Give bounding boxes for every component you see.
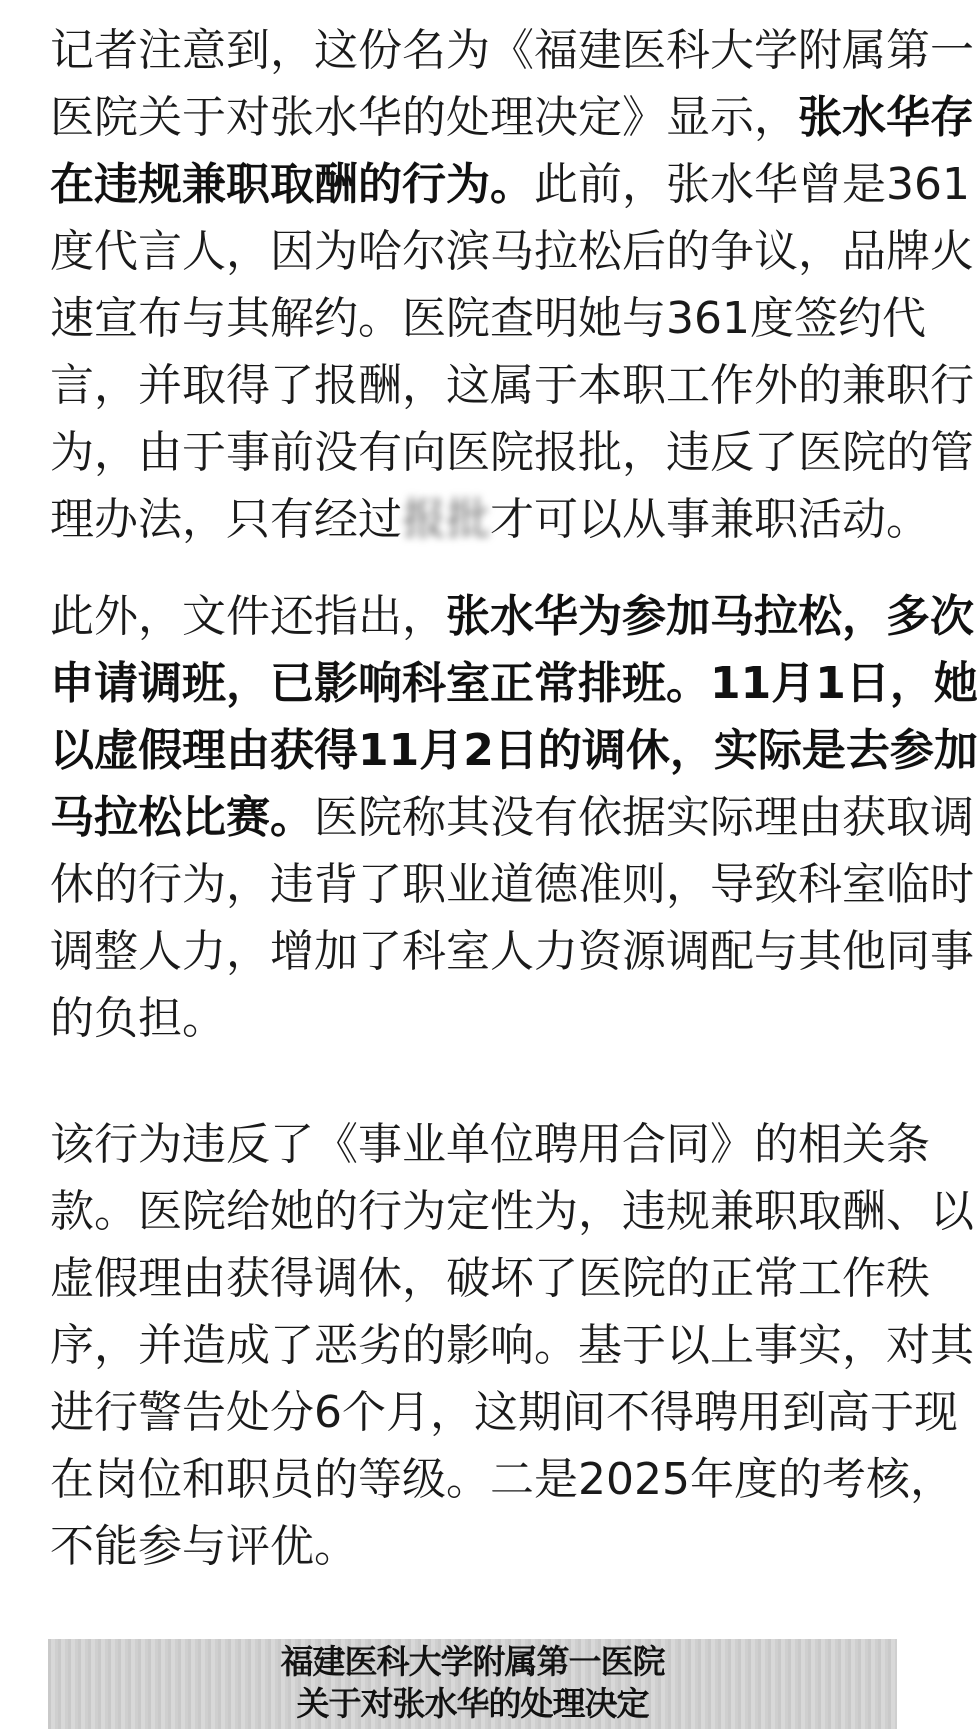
text-line [50,486,930,553]
bold-text: 马拉松比赛。 [50,792,314,843]
text-segment: 医院关于对张水华的处理决定》显示， [50,92,798,143]
text-segment: 虚假理由获得调休，破坏了医院的正常工作秩 [50,1253,930,1304]
text-segment: 速宣布与其解约。医院查明她与361度签约代 [50,293,926,344]
text-segment: 为，由于事前没有向医院报批，违反了医院的管 [50,427,974,478]
text-line [50,17,974,84]
text-segment: 的负担。 [50,993,226,1044]
text-segment: 此外，文件还指出， [50,591,446,642]
text-line [50,1111,930,1178]
text-line [50,985,896,1052]
text-segment: 在岗位和职员的等级。二是2025年度的考核， [50,1454,954,1505]
text-segment: 进行警告处分6个月，这期间不得聘用到高于现 [50,1387,958,1438]
text-segment: 款。医院给她的行为定性为，违规兼职取酬、以 [50,1186,974,1237]
text-line [50,650,978,717]
paragraph-2 [50,583,978,1052]
text-segment: 休的行为，违背了职业道德准则，导致科室临时 [50,859,974,910]
paragraph-1 [50,17,974,553]
text-line [50,419,974,486]
text-segment: 不能参与评优。 [50,1521,358,1572]
text-line [50,1312,974,1379]
text-line [50,1245,930,1312]
text-segment: 言，并取得了报酬，这属于本职工作外的兼职行 [50,360,974,411]
photo-title-line-2: 关于对张水华的处理决定 [296,1684,649,1723]
text-segment: 医院称其没有依据实际理由获取调 [314,792,974,843]
bold-text: 申请调班，已影响科室正常排班。11月1日，她 [50,658,978,709]
bold-text: 张水华存 [798,92,974,143]
text-segment: 调整人力，增加了科室人力资源调配与其他同事 [50,926,974,977]
text-segment: 该行为违反了《事业单位聘用合同》的相关条 [50,1119,930,1170]
text-line [50,1178,974,1245]
bold-text: 张水华为参加马拉松，多次 [446,591,974,642]
text-line [50,717,978,784]
text-line [50,851,974,918]
text-segment: 记者注意到，这份名为《福建医科大学附属第一 [50,25,974,76]
text-segment: 此前，张水华曾是361 [534,159,970,210]
text-line [50,784,974,851]
text-line [50,352,974,419]
text-line [50,918,974,985]
text-line [50,1446,954,1513]
paragraph-3 [50,1111,974,1580]
text-line [50,285,926,352]
text-segment: 序，并造成了恶劣的影响。基于以上事实，对其 [50,1320,974,1371]
text-line [50,1513,896,1580]
text-segment: 理办法，只有经过 [50,494,402,545]
blurred-text: 报批 [402,494,490,545]
text-segment: 才可以从事兼职活动。 [490,494,930,545]
bold-text: 在违规兼职取酬的行为。 [50,159,534,210]
text-line [50,1379,958,1446]
bold-text: 以虚假理由获得11月2日的调休，实际是去参加 [50,725,978,776]
text-line [50,583,974,650]
text-line [50,84,974,151]
text-segment: 度代言人，因为哈尔滨马拉松后的争议，品牌火 [50,226,974,277]
document-photo[interactable] [48,1639,897,1729]
photo-title-line-1: 福建医科大学附属第一医院 [280,1642,665,1681]
text-line [50,151,970,218]
text-line [50,218,974,285]
